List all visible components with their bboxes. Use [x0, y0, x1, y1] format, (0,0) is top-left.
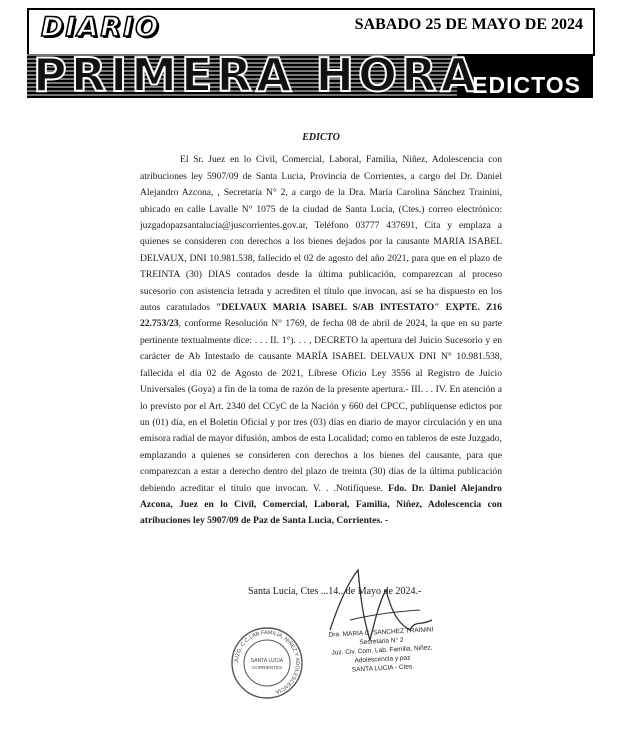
section-label: EDICTOS — [472, 72, 581, 98]
issue-date: SABADO 25 DE MAYO DE 2024 — [354, 16, 583, 33]
body-part-2: , conforme Resolución N° 1769, de fecha 08 de abril de 2024, la que en su parte pertinente textualmente dice: . . . II. 1°). . . , DECRETO la apertura del Juicio Sucesorio y en carácter de Ab Intestado de causante MARÍA ISABEL DELVAUX DNI N° 10.981.538, fallecida el día 02 de Agosto de 2021, Líbrese Oficio Ley 3556 al Registro de Juicio Universales (Goya) a fin de la toma de razón de la presente apertura.- III. . . IV. En atención a lo previsto por el Art. 2340 del CCyC de la Nación y 660 del CPCC, publíquense edictos por un (01) día, en el Boletín Oficial y por tres (03) días en diario de mayor circulación y en una emisora radial de mayor difusión, ambos de esta Localidad; como en tableros de este Juzgado, emplazando a quienes se consideren con derechos a los bienes del causante, para que comparezcan a estar a derecho dentro del plazo de treinta (30) días de la última publicación debiendo acreditar el título que invocan. V. . .Notifíquese. — [140, 318, 502, 494]
stamp-line-5: SANTA LUCIA - Ctes. — [351, 663, 415, 674]
body-part-1: El Sr. Juez en lo Civil, Comercial, Laboral, Familia, Niñez, Adolescencia con atribuciones ley 5907/09 de Santa Lucia, Provincia de Corrientes, a cargo del Dr. Daniel Alejandro Azcona, , Secretaría N° 2, a cargo de la Dra. María Carolina Sánchez Trainini, ubicado en calle Lavalle N° 1075 de la ciudad de Santa Lucia, (Ctes.) correo electrónico: juzgadopazsantalucia@juscorrientes.gov.ar, Teléfono 03777 437691, Cita y emplaza a quienes se consideren con derechos a los bienes dejados por la causante MARIA ISABEL DELVAUX, DNI 10.981.538, fallecido el 02 de agosto del año 2021, para que en el plazo de TREINTA (30) DIAS contados desde la última publicación, comparezcan al proceso sucesorio con asistencia letrada y acrediten el título que invocan, así se ha dispuesto en los autos caratulados — [140, 154, 502, 314]
place-date: Santa Lucia, Ctes ...14.. de Mayo de 2024.- — [248, 586, 422, 597]
document-body — [140, 152, 502, 529]
stamp-line-2: Secretaria N° 2 — [359, 636, 404, 647]
secretary-stamp — [311, 624, 453, 676]
signed-by: Fdo. Dr. Daniel Alejandro Azcona, Juez en lo Civil, Comercial, Laboral, Familia, Niñez, Adolescencia con atribuciones ley 5907/09 de Paz de Santa Lucia, Corrientes. - — [140, 482, 502, 527]
seal-inner-text-1: SANTA LUCIA — [250, 658, 284, 664]
masthead — [27, 8, 593, 102]
brand-main: PRIMERA HORA — [33, 48, 481, 102]
stamp-line-3: Juz. Civ. Com. Lab. Familia, Niñez, — [331, 644, 433, 657]
seal-outer-text: JUZG. C.C.LAB.FAMILIA, NIÑEZ Y ADOLESCENCIA — [233, 629, 301, 695]
stamp-line-4: Adolescencia y paz — [354, 654, 411, 665]
court-seal — [230, 626, 304, 700]
document-title: EDICTO — [302, 132, 340, 143]
edict-document — [140, 130, 502, 530]
brand-top: DIARIO — [41, 12, 161, 43]
case-name: "DELVAUX MARIA ISABEL S/AB INTESTATO" EXPTE. Z16 22.753/23 — [140, 302, 502, 330]
seal-inner-text-2: CORRIENTES — [251, 665, 283, 670]
stamp-line-1: Dra. MARIA C. SANCHEZ TRAININI — [328, 626, 434, 639]
